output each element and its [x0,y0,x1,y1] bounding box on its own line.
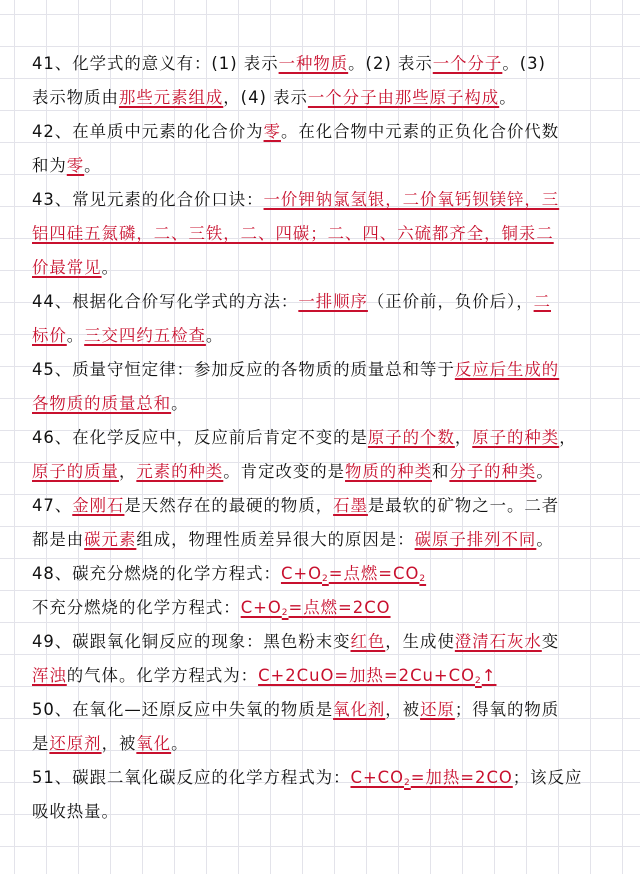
answer-subscript: 2 [322,574,329,584]
prompt-text: 都是由 [32,530,85,549]
note-line [32,591,614,625]
answer-text: C+2CuO=加热=2Cu+CO [258,666,476,685]
note-line [32,251,614,285]
answer-subscript: 2 [419,574,427,584]
answer-text: 红色 [350,632,386,651]
prompt-text: 。 [536,462,554,481]
note-line [32,217,614,251]
note-item [32,625,614,693]
note-item [32,183,614,285]
prompt-text: ，生成使 [385,632,455,651]
answer-text: 原子的质量 [32,462,119,481]
prompt-text: 表示物质由 [32,88,119,107]
note-item [32,557,614,625]
answer-text: C+CO [350,768,405,787]
note-line [32,319,614,353]
prompt-text: 和 [431,462,450,481]
note-line [32,183,614,217]
prompt-text: 。 [66,326,85,345]
note-line [32,761,614,795]
answer-text: =点燃=CO [328,564,420,583]
prompt-text: 。 [171,734,189,753]
note-item [32,353,614,421]
answer-text: 一排顺序 [298,292,368,311]
note-line [32,489,614,523]
note-item [32,421,614,489]
answer-text: 反应后生成的 [454,360,560,379]
prompt-text: 50、在氧化—还原反应中失氧的物质是 [32,700,334,719]
answer-text: 三交四约五检查 [84,326,206,345]
answer-text: 零 [263,122,281,141]
note-line [32,659,614,693]
prompt-text: ，(4) 表示 [223,88,308,107]
note-line [32,47,614,81]
note-line [32,353,614,387]
note-line [32,115,614,149]
answer-text: 氧化 [136,734,172,753]
answer-text: 一种物质 [278,54,349,73]
prompt-text: ， [559,428,577,447]
prompt-text: 的气体。化学方程式为： [66,666,259,685]
answer-text: 澄清石灰水 [454,632,542,651]
answer-text: 石墨 [333,496,368,515]
prompt-text: 43、常见元素的化合价口诀： [32,190,264,209]
answer-subscript: 2 [475,676,482,686]
answer-text: 零 [66,156,85,175]
answer-text: 价最常见 [32,258,102,277]
answer-text: 一个分子由那些原子构成 [307,88,500,107]
note-item [32,761,614,829]
answer-text: 原子的种类 [472,428,560,447]
note-line [32,285,614,319]
note-line [32,693,614,727]
note-line [32,421,614,455]
prompt-text: ， [454,428,473,447]
prompt-text: 。 [499,88,517,107]
answer-text: 铝四硅五氮磷，二、三铁，二、四碳；二、四、六硫都齐全，铜汞二 [32,224,554,243]
prompt-text: 。 [205,326,224,345]
answer-text: 碳原子排列不同 [414,530,537,549]
note-line [32,557,614,591]
note-item [32,115,614,183]
prompt-text: 51、碳跟二氧化碳反应的化学方程式为： [32,768,351,787]
answer-text: C+O [280,564,323,583]
note-line [32,625,614,659]
note-item [32,693,614,761]
prompt-text: 41、化学式的意义有：(1) 表示 [32,54,279,73]
prompt-text: 是天然存在的最硬的物质， [124,496,334,515]
prompt-text: 47、 [32,496,73,515]
prompt-text: 45、质量守恒定律：参加反应的各物质的质量总和等于 [32,360,455,379]
prompt-text: 。 [171,394,189,413]
answer-subscript: 2 [404,778,411,788]
note-line [32,81,614,115]
note-line [32,387,614,421]
prompt-text: 46、在化学反应中，反应前后肯定不变的是 [32,428,368,447]
prompt-text: 44、根据化合价写化学式的方法： [32,292,299,311]
prompt-text: 组成，物理性质差异很大的原因是： [136,530,415,549]
prompt-text: 。 [84,156,102,175]
prompt-text: ，被 [101,734,137,753]
answer-text: C+O [240,598,282,617]
prompt-text: （正价前，负价后）， [367,292,534,311]
prompt-text: 42、在单质中元素的化合价为 [32,122,264,141]
note-item [32,489,614,557]
answer-text: 碳元素 [84,530,137,549]
prompt-text: 是最软的矿物之一。二者 [367,496,560,515]
prompt-text: 吸收热量。 [32,802,119,821]
prompt-text: 。 [536,530,554,549]
prompt-text: ， [118,462,137,481]
prompt-text: 不充分燃烧的化学方程式： [32,598,241,617]
answer-text: =点燃=2CO [288,598,391,617]
prompt-text: 是 [32,734,50,753]
prompt-text: 49、碳跟氧化铜反应的现象：黑色粉末变 [32,632,351,651]
answer-text: 还原剂 [49,734,102,753]
answer-text: 物质的种类 [345,462,432,481]
prompt-text: ，被 [385,700,421,719]
prompt-text: 。(2) 表示 [348,54,433,73]
answer-text: 分子的种类 [449,462,537,481]
answer-text: 一个分子 [432,54,503,73]
answer-text: 还原 [420,700,455,719]
answer-text: 金刚石 [72,496,125,515]
answer-subscript: 2 [281,608,289,618]
answer-text: 二 [533,292,551,311]
answer-text: 那些元素组成 [118,88,224,107]
prompt-text: 。肯定改变的是 [223,462,346,481]
answer-text: 一价钾钠氯氢银，二价氧钙钡镁锌，三 [263,190,560,209]
note-item [32,285,614,353]
note-line [32,523,614,557]
answer-text: 氧化剂 [333,700,386,719]
prompt-text: 。 [101,258,119,277]
prompt-text: 。在化合物中元素的正负化合价代数 [280,122,560,141]
note-item [32,47,614,115]
answer-text: 原子的个数 [367,428,455,447]
answer-text: 各物质的质量总和 [32,394,172,413]
answer-text: =加热=2CO [410,768,513,787]
answer-text: ↑ [481,666,497,685]
note-line [32,149,614,183]
answer-text: 元素的种类 [136,462,224,481]
prompt-text: 变 [541,632,560,651]
prompt-text: ；得氧的物质 [454,700,560,719]
prompt-text: ；该反应 [512,768,583,787]
note-line [32,795,614,829]
note-line [32,455,614,489]
answer-text: 标价 [32,326,67,345]
prompt-text: 48、碳充分燃烧的化学方程式： [32,564,281,583]
note-line [32,727,614,761]
prompt-text: 和为 [32,156,67,175]
answer-text: 浑浊 [32,666,67,685]
prompt-text: 。(3) [502,54,546,73]
